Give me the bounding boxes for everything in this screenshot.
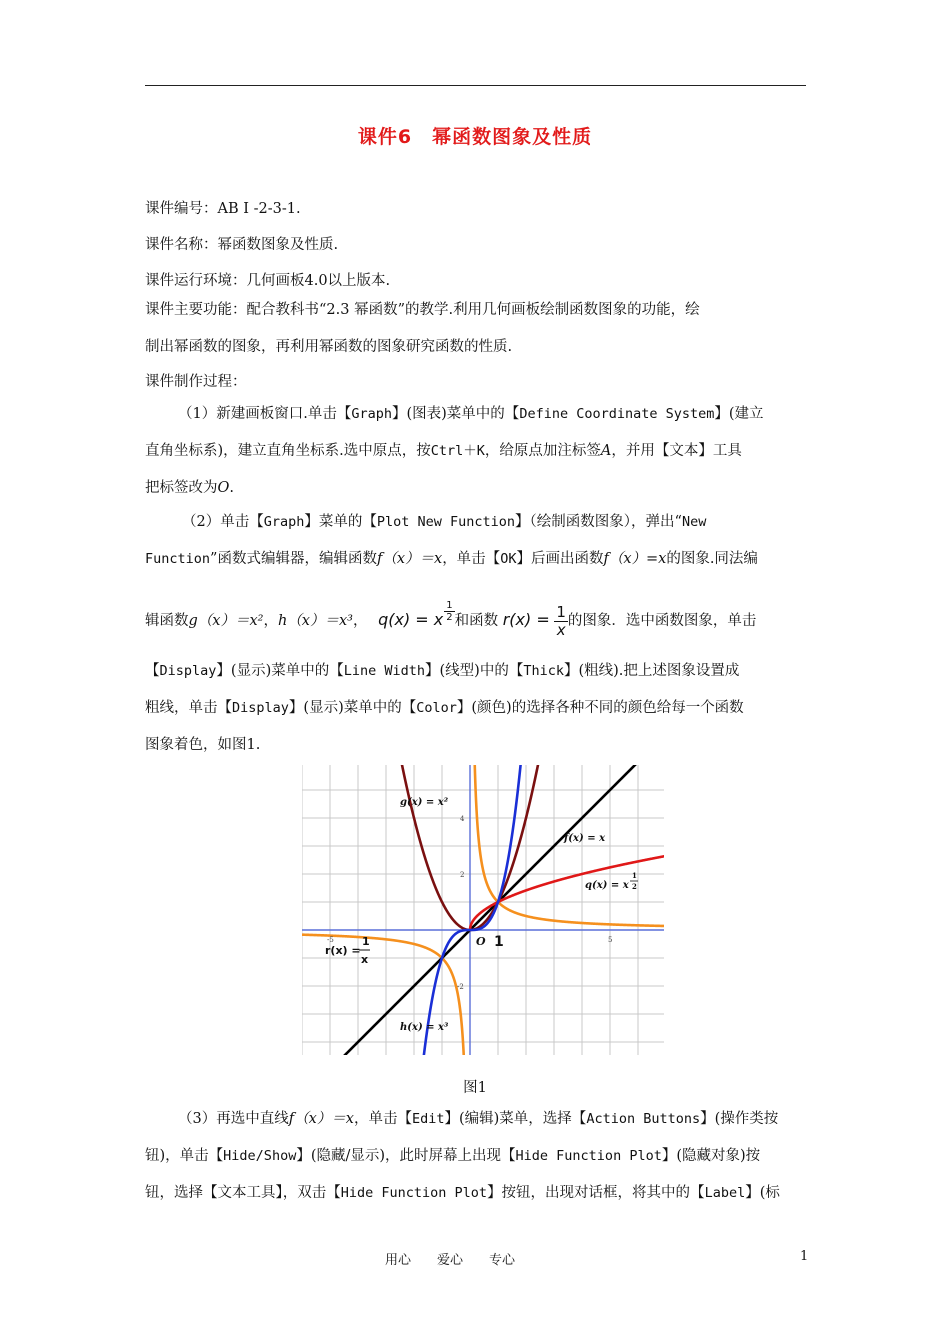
q-formula: q(x) = x $\frac{1}{2}$ xyxy=(378,599,453,629)
label-origin: O xyxy=(476,935,486,948)
r-fraction: $\frac{1}{x}$ xyxy=(556,602,566,639)
step2-line4: 【Display】(显示)菜单中的【Line Width】(线型)中的【Thick】(粗线).把上述图象设置成 xyxy=(145,663,740,679)
label-q-exp-num: 1 xyxy=(632,871,637,880)
step1-line2: 直角坐标系)，建立直角坐标系.选中原点，按Ctrl＋K，给原点加注标签A，并用【文本】工具 xyxy=(145,443,742,459)
step1-line1: （1）新建画板窗口.单击【Graph】(图表)菜单中的【Define Coordinate System】(建立 xyxy=(178,406,764,422)
label-r-den: x xyxy=(361,953,369,966)
tick-y-2: 2 xyxy=(460,871,465,879)
curve-q xyxy=(470,853,664,930)
meta-process: 课件制作过程： xyxy=(145,374,247,390)
tick-x-5: 5 xyxy=(608,936,613,944)
tick-y-4: 4 xyxy=(460,815,465,823)
header-rule xyxy=(145,85,806,86)
step2-line1: （2）单击【Graph】菜单的【Plot New Function】（绘制函数图象），弹出“New xyxy=(182,514,707,530)
footer-motto: 用心 爱心 专心 xyxy=(385,1253,516,1268)
label-q-exp-den: 2 xyxy=(632,882,637,891)
step3-line1: （3）再选中直线f（x）＝x，单击【Edit】(编辑)菜单，选择【Action Buttons】(操作类按 xyxy=(178,1111,779,1127)
step2-line3: 辑函数g（x）＝x²，h（x）＝x³， q(x) = x $\frac{1}{2}$ 和函数 r(x) = $\frac{1}{x}$ 的图象．选中函数图象，单击 xyxy=(145,598,756,642)
step2-line6: 图象着色，如图1. xyxy=(145,737,261,753)
tick-y-neg2: -2 xyxy=(457,983,464,991)
r-formula: r(x) = xyxy=(502,610,550,629)
label-g: g(x) = x² xyxy=(400,797,449,808)
label-q: q(x) = x xyxy=(585,880,629,891)
meta-name: 课件名称：幂函数图象及性质. xyxy=(145,237,339,253)
meta-function-cont: 制出幂函数的图象，再利用幂函数的图象研究函数的性质. xyxy=(145,339,513,355)
label-one: 1 xyxy=(494,934,504,950)
label-r-num: 1 xyxy=(362,935,370,948)
graph-labels xyxy=(325,797,638,1033)
label-r: r(x) = xyxy=(325,944,361,957)
figure-1 xyxy=(302,765,664,1055)
function-graph xyxy=(302,765,664,1055)
tick-x-neg5: -5 xyxy=(327,936,334,944)
step3-line3: 钮，选择【文本工具】，双击【Hide Function Plot】按钮，出现对话框，将其中的【Label】(标 xyxy=(145,1185,780,1201)
meta-env: 课件运行环境：几何画板4.0以上版本. xyxy=(145,273,391,289)
step2-line2: Function”函数式编辑器，编辑函数f（x）＝x，单击【OK】后画出函数f（x）=x的图象.同法编 xyxy=(145,551,758,567)
label-h: h(x) = x³ xyxy=(400,1022,449,1033)
step3-line2: 钮)，单击【Hide/Show】(隐藏/显示)，此时屏幕上出现【Hide Function Plot】(隐藏对象)按 xyxy=(145,1148,761,1164)
meta-code: 课件编号：AB Ⅰ -2-3-1. xyxy=(145,201,301,217)
page-title: 课件6 幂函数图象及性质 xyxy=(357,126,593,148)
meta-function: 课件主要功能：配合教科书“2.3 幂函数”的教学.利用几何画板绘制函数图象的功能，绘 xyxy=(145,302,700,318)
step1-line3: 把标签改为O. xyxy=(145,480,234,496)
figure-caption: 图1 xyxy=(463,1080,487,1096)
page-number: 1 xyxy=(800,1249,809,1264)
q-exponent: $\frac{1}{2}$ xyxy=(446,599,453,623)
step2-line5: 粗线，单击【Display】(显示)菜单中的【Color】(颜色)的选择各种不同的颜色给每一个函数 xyxy=(145,700,744,716)
label-f: f(x) = x xyxy=(564,833,606,844)
